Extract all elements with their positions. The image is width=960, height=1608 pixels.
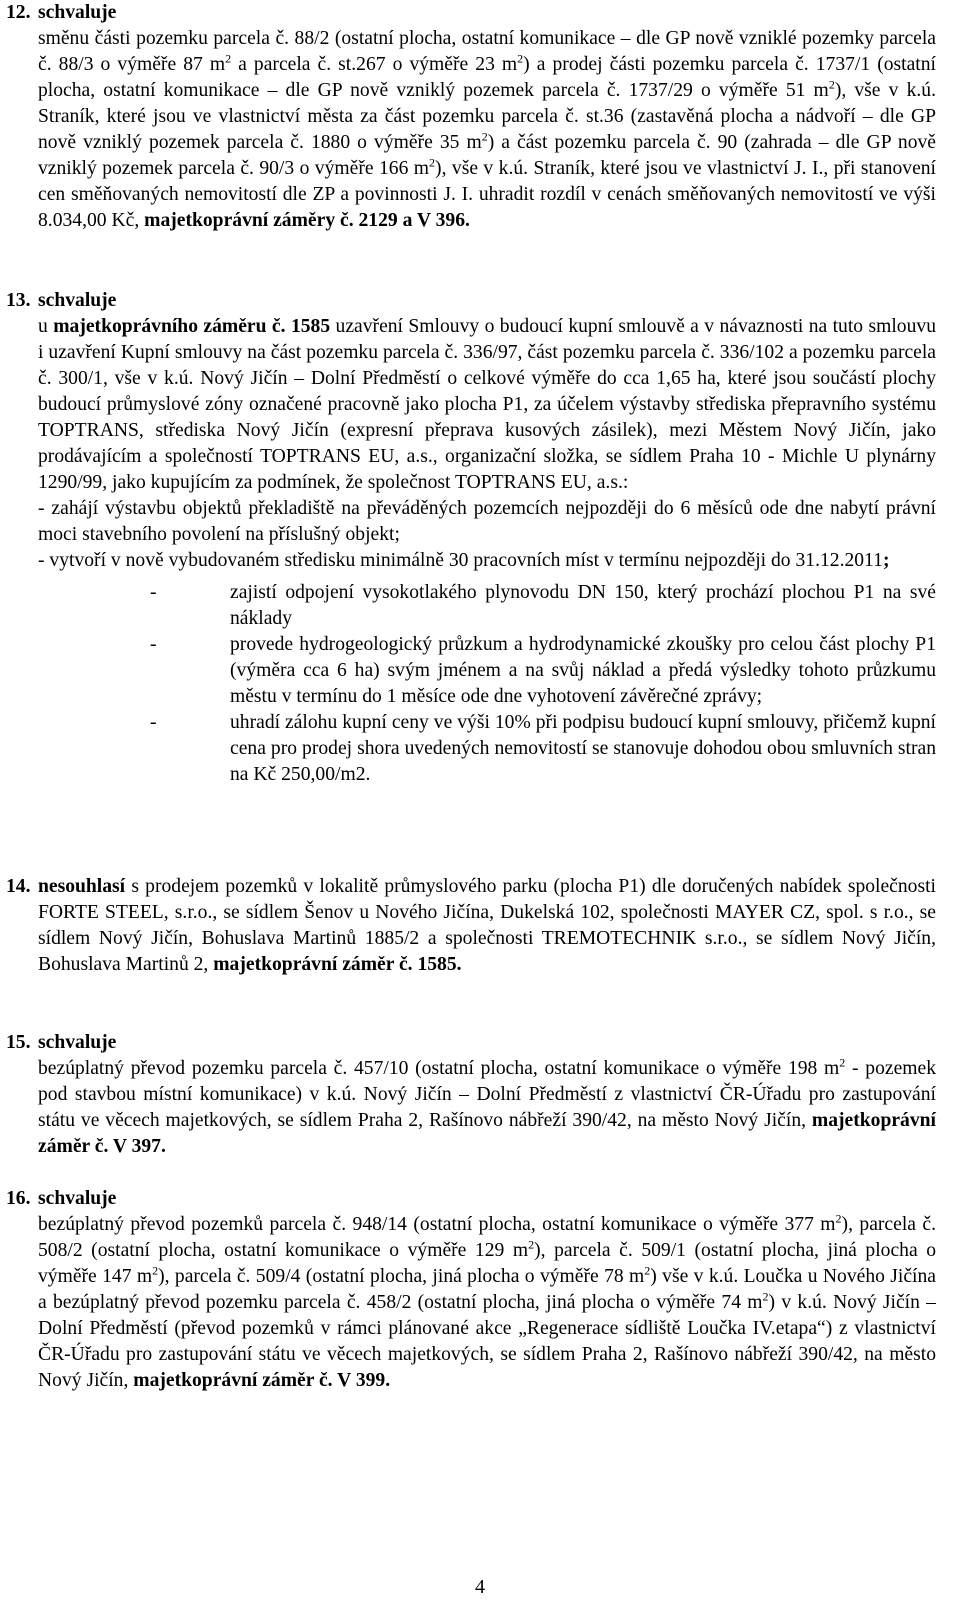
reference-bold: 1585 [285,316,331,337]
superscript: 2 [429,155,436,170]
bullet-dash: - [150,634,157,655]
item-paragraph [38,26,936,234]
item-number: 14. [6,876,31,897]
text-segment: ) vše v k.ú. Loučka u Nového Jičína a bezúplatný převod pozemku parcela č. 458/2 (ostatní plocha, jiná plocha o výměře 74 m [38,1266,936,1313]
item-number: 15. [6,1032,31,1053]
superscript: 2 [481,129,488,144]
item-body [38,874,936,978]
superscript: 2 [517,51,524,66]
page-number: 4 [475,1576,485,1598]
list-item [150,632,936,710]
text-segment: ; [882,550,890,571]
item-paragraph [38,1212,936,1394]
superscript: 2 [644,1263,651,1278]
bullet-list [38,580,936,788]
item-number: 13. [6,290,31,311]
text-segment: ), parcela č. 508/2 (ostatní plocha, ostatní komunikace o výměře 129 m [38,1214,936,1261]
item-body [38,26,936,234]
text-segment: ), vše v k.ú. Straník, které jsou ve vlastnictví města za část pozemku parcela č. st.36 (zastavěná plocha a nádvoří – dle GP nově vzniklý pozemek parcela č. 1880 o výměře 35 m [38,80,936,153]
item-paragraph [38,874,936,978]
text-segment: - vytvoří v nově vybudovaném středisku minimálně 30 pracovních míst v termínu nejpozději do 31.12.2011 [38,550,883,571]
condition-2 [38,548,936,574]
superscript: 2 [528,1237,535,1252]
item-body [38,1212,936,1394]
condition-1: - zahájí výstavbu objektů překladiště na převáděných pozemcích nejpozději do 6 měsíců ode dne nabytí právní moci stavebního povolení na příslušný objekt; [38,498,936,545]
bullet-dash: - [150,582,157,603]
item-heading: schvaluje [38,1032,117,1053]
superscript: 2 [152,1263,159,1278]
bullet-text: zajistí odpojení vysokotlakého plynovodu DN 150, který prochází plochou P1 na své náklady [230,582,936,629]
item-paragraph [38,314,936,496]
reference-bold: majetkoprávní záměr č. V 399. [133,1370,391,1391]
list-item [150,710,936,788]
text-segment: bezúplatný převod pozemků parcela č. 948/14 (ostatní plocha, ostatní komunikace o výměře 377 m [38,1214,836,1235]
reference-bold: majetkoprávní záměr č. 1585. [213,954,462,975]
superscript: 2 [839,1055,846,1070]
text-segment: a parcela č. st.267 o výměře 23 m [231,54,518,75]
item-heading: nesouhlasí [38,876,126,897]
text-segment: u [38,316,54,337]
bullet-dash: - [150,712,157,733]
text-segment: ), parcela č. 509/1 (ostatní plocha, jiná plocha o výměře 147 m [38,1240,936,1287]
reference-bold: majetkoprávní záměry č. 2129 a V 396. [144,210,470,231]
text-segment: ), parcela č. 509/4 (ostatní plocha, jiná plocha o výměře 78 m [158,1266,645,1287]
text-segment: směnu části pozemku parcela č. 88/2 (ostatní plocha, ostatní komunikace – dle GP nově vzniklé pozemky parcela č. 88/3 o výměře 87 m [38,28,936,75]
item-heading: schvaluje [38,1188,117,1209]
list-item [150,580,936,632]
bullet-text: provede hydrogeologický průzkum a hydrodynamické zkoušky pro celou část plochy P1 (výměra cca 6 ha) svým jménem a na svůj náklad a předá výsledky tohoto průzkumu městu v termínu do 1 měsíce ode dne vyhotovení závěrečné zprávy; [230,634,936,707]
superscript: 2 [835,1211,842,1226]
reference-bold: majetkoprávního záměru č. [53,316,286,337]
text-segment: ) v k.ú. Nový Jičín – Dolní Předměstí (převod pozemků v rámci plánované akce „Regenerace sídliště Loučka IV.etapa“) z vlastnictví ČR-Úřadu pro zastupování státu ve věcech majetkových, se sídlem Praha 2, Rašínovo nábřeží 390/42, na město Nový Jičín, [38,1292,936,1391]
text-segment: ), vše v k.ú. Straník, které jsou ve vlastnictví J. I., při stanovení cen směňovaných nemovitostí dle ZP a povinnosti J. I. uhradit rozdíl v cenách směňovaných nemovitostí ve výši 8.034,00 Kč, [38,158,937,231]
reference-bold: majetkoprávní záměr č. V 397. [38,1110,936,1157]
text-segment: bezúplatný převod pozemku parcela č. 457/10 (ostatní plocha, ostatní komunikace o výměře 198 m [38,1058,840,1079]
item-body [38,1056,936,1160]
text-segment: ) a prodej části pozemku parcela č. 1737/1 (ostatní plocha, ostatní komunikace – dle GP nově vzniklý pozemek parcela č. 1737/29 o výměře 51 m [38,54,936,101]
text-segment: - pozemek pod stavbou místní komunikace) v k.ú. Nový Jičín – Dolní Předměstí z vlastnictví ČR-Úřadu pro zastupování státu ve věcech majetkových, se sídlem Praha 2, Rašínovo nábřeží 390/42, na město Nový Jičín, [38,1058,936,1131]
item-number: 12. [6,2,31,23]
text-segment: s prodejem pozemků v lokalitě průmyslového parku (plocha P1) dle doručených nabídek společnosti FORTE STEEL, s.r.o., se sídlem Šenov u Nového Jičína, Dukelská 102, společnosti MAYER CZ, spol. s r.o., se sídlem Nový Jičín, Bohuslava Martinů 1885/2 a společnosti TREMOTECHNIK s.r.o., se sídlem Nový Jičín, Bohuslava Martinů 2, [38,876,936,975]
item-body [38,314,936,788]
item-heading: schvaluje [38,2,117,23]
superscript: 2 [828,77,835,92]
item-heading: schvaluje [38,290,117,311]
superscript: 2 [762,1289,769,1304]
item-number: 16. [6,1188,31,1209]
text-segment: ) a část pozemku parcela č. 90 (zahrada – dle GP nově vzniklý pozemek parcela č. 90/3 o výměře 166 m [38,132,937,179]
text-segment: uzavření Smlouvy o budoucí kupní smlouvě a v návaznosti na tuto smlouvu i uzavření Kupní smlouvy na část pozemku parcela č. 336/97, část pozemku parcela č. 336/102 a pozemku parcela č. 300/1, vše v k.ú. Nový Jičín – Dolní Předměstí o celkové výměře do cca 1,65 ha, které jsou součástí plochy budoucí průmyslové zóny označené pracovně jako plocha P1, za účelem výstavby střediska přepravního systému TOPTRANS, střediska Nový Jičín (expresní přeprava kusových zásilek), mezi Městem Nový Jičín, jako prodávajícím a společností TOPTRANS EU, a.s., organizační složka, se sídlem Praha 10 - Michle U plynárny 1290/99, jako kupujícím za podmínek, že společnost TOPTRANS EU, a.s.: [38,316,936,493]
bullet-text: uhradí zálohu kupní ceny ve výši 10% při podpisu budoucí kupní smlouvy, přičemž kupní cena pro prodej shora uvedených nemovitostí se stanovuje dohodou obou smluvních stran na Kč 250,00/m2. [230,712,936,785]
superscript: 2 [225,51,232,66]
item-paragraph [38,1056,936,1160]
